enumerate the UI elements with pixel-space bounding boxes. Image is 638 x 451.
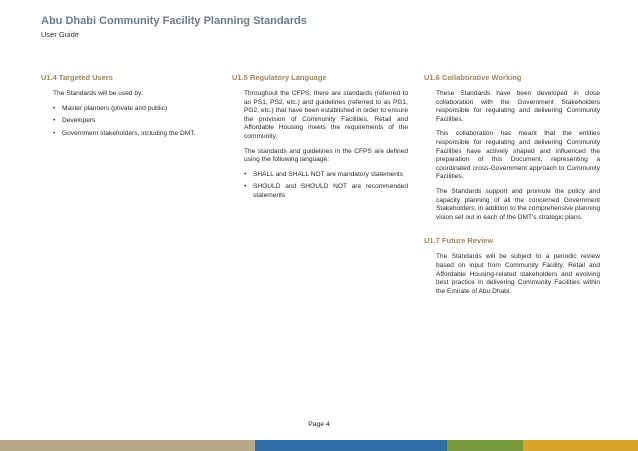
bullet-icon: •	[53, 104, 56, 112]
section-collaborative-working	[424, 73, 600, 302]
document-title: Abu Dhabi Community Facility Planning Standards	[41, 15, 307, 27]
paragraph: The Standards support and promote the policy and capacity planning of all the concerned Government Stakeholders, in addition to the comprehensive planning vision set out in each of the DMT's strategic plans.	[436, 187, 600, 221]
section-intro: The Standards will be used by:	[53, 90, 144, 97]
footer-bar-segment	[523, 440, 638, 451]
section-heading: U1.7 Future Review	[424, 236, 494, 246]
section-future-review	[424, 236, 600, 296]
document-subtitle: User Guide	[41, 30, 79, 39]
paragraph: This collaboration has meant that the entities responsible for regulating and delivering Community Facilities have actively shaped and influenced the preparation of this Document, representing a coordinated cross-Government approach to Community Facilities.	[436, 130, 600, 181]
regulatory-language-list	[244, 171, 408, 201]
document-header	[41, 15, 307, 40]
list-item: • SHOULD and SHOULD NOT are recommended statements	[244, 183, 408, 199]
bullet-icon: •	[244, 170, 247, 178]
section-heading: U1.4 Targeted Users	[41, 73, 113, 82]
paragraph: Throughout the CFPS, there are standards (referred to as PS1, PS2, etc.) and guidelines (referred to as PG1, PG2, etc.) that have been established in order to ensure the provision of Community Facilities, Retail and Affordable Housing meets the requirements of the community.	[244, 90, 408, 140]
paragraph: These Standards have been developed in close collaboration with the Government Stakeholders responsible for regulating and delivering Community Facilities.	[436, 90, 600, 123]
footer-bar-segment	[447, 440, 524, 451]
paragraph: The Standards will be subject to a periodic review based on input from Community Facility, Retail and Affordable Housing-related stakeholders and evolving best practice in delivering Community Facilities within the Emirate of Abu Dhabi.	[436, 253, 600, 295]
page-number: Page 4	[308, 421, 330, 428]
list-item: • SHALL and SHALL NOT are mandatory statements	[244, 170, 404, 178]
bullet-icon: •	[53, 117, 56, 125]
section-regulatory-language	[232, 73, 408, 207]
footer-bar-segment	[255, 440, 446, 451]
list-item: • Developers	[53, 117, 96, 125]
bullet-icon: •	[244, 183, 247, 191]
paragraph: The standards and guidelines in the CFPS are defined using the following language:	[244, 147, 408, 164]
list-item: • Government stakeholders, including the DMT.	[53, 129, 196, 137]
section-targeted-users	[41, 73, 217, 144]
targeted-users-list	[53, 105, 217, 139]
footer-bar-segment	[0, 440, 255, 451]
bullet-icon: •	[53, 129, 56, 137]
list-item: • Master planners (private and public)	[53, 104, 168, 112]
footer-color-bar	[0, 440, 638, 451]
section-heading: U1.5 Regulatory Language	[232, 73, 327, 82]
section-heading: U1.6 Collaborative Working	[424, 73, 522, 82]
